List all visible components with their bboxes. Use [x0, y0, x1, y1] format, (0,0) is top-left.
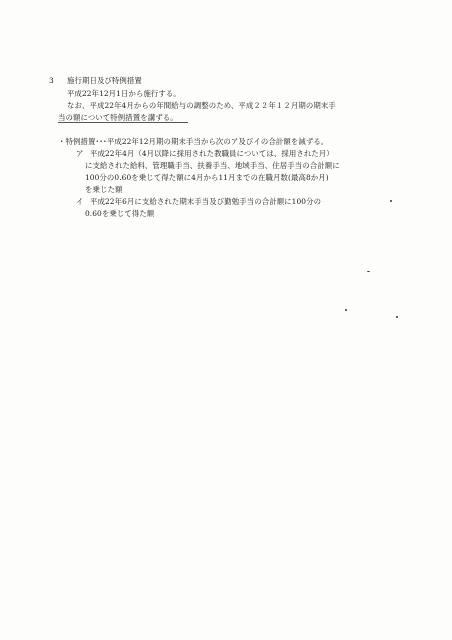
item-a-line-2: に支給された給料、管理職手当、扶養手当、地域手当、住居手当の合計額に	[85, 161, 340, 170]
item-a-line-1: 平成22年4月（4月以降に採用された教職員については、採用された月）	[90, 149, 334, 158]
scan-speck	[396, 316, 398, 318]
item-b-line-2: 0.60を乗じて得た額	[85, 209, 155, 218]
item-a-line-4: を乗じた額	[85, 185, 123, 194]
scan-speck	[367, 271, 370, 272]
item-a-line-3: 100分の0.60を乗じて得た額に4月から11月までの在職月数(最高8か月)	[85, 173, 329, 182]
scan-speck	[390, 200, 392, 202]
scan-speck	[345, 309, 347, 311]
item-b-line-1: 平成22年6月に支給された期末手当及び勤勉手当の合計額に100分の	[90, 197, 322, 206]
effective-date-text: 平成22年12月1日から施行する。	[67, 89, 181, 98]
note-underline	[58, 122, 188, 123]
section-number: 3	[49, 76, 54, 85]
special-measure-title: ・特例措置･･･平成22年12月期の期末手当から次のア及びイの合計額を減ずる。	[58, 137, 329, 146]
section-heading: 施行期日及び特例措置	[67, 76, 142, 85]
item-b-marker: イ	[76, 197, 84, 206]
note-line-1: なお、平成22年4月からの年間給与の調整のため、平成２２年１２月期の期末手	[67, 101, 336, 110]
note-line-2: 当の額について特例措置を講ずる。	[58, 113, 178, 122]
item-a-marker: ア	[76, 149, 84, 158]
